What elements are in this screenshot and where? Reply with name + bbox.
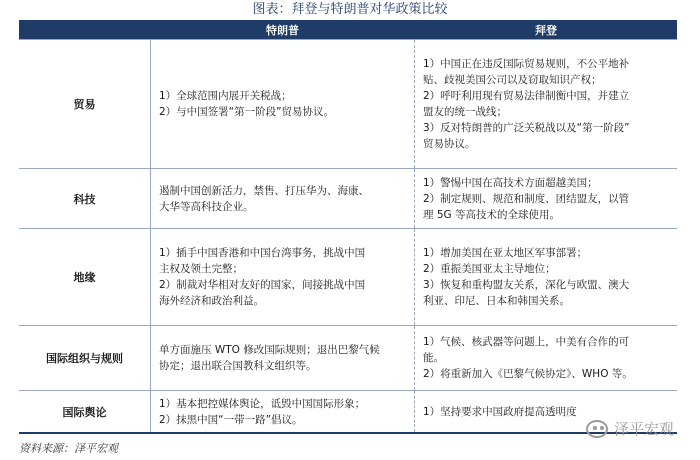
biden-public-opinion-line: 1）坚持要求中国政府提高透明度 xyxy=(423,405,577,418)
trump-tech-cell xyxy=(151,169,415,228)
figure-title: 图表：拜登与特朗普对华政策比较 xyxy=(252,2,448,17)
source-note: 资料来源：泽平宏观 xyxy=(19,442,118,455)
comparison-table xyxy=(19,20,677,434)
trump-trade-line: 1）全球范围内展开关税战； xyxy=(159,90,292,102)
biden-geopolitics-line: 1）增加美国在亚太地区军事部署； xyxy=(423,247,588,259)
trump-geopolitics-line: 2）制裁对华相对友好的国家，间接挑战中国 xyxy=(159,279,366,291)
row-label-international-org: 国际组织与规则 xyxy=(19,326,151,390)
biden-geopolitics-cell xyxy=(415,229,677,325)
biden-trade-cell xyxy=(415,40,677,168)
watermark-text: 泽平宏观 xyxy=(613,420,674,438)
trump-geopolitics-cell xyxy=(151,229,415,325)
row-label-geopolitics: 地缘 xyxy=(19,229,151,325)
header-category xyxy=(19,22,151,39)
row-label-trade: 贸易 xyxy=(19,40,151,168)
table-row-trade xyxy=(19,40,677,169)
biden-trade-line: 1）中国正在违反国际贸易规则，不公平地补 xyxy=(423,58,630,70)
biden-international-org-cell xyxy=(415,326,677,390)
trump-public-opinion-line: 1）基本把控媒体舆论，诋毁中国国际形象； xyxy=(159,397,366,410)
biden-tech-cell xyxy=(415,169,677,228)
biden-geopolitics-line: 利亚、印尼、日本和韩国关系。 xyxy=(423,295,570,307)
table-row-public-opinion xyxy=(19,391,677,432)
biden-geopolitics-line: 2）重振美国亚太主导地位； xyxy=(423,263,556,275)
biden-trade-line: 贴、歧视美国公司以及窃取知识产权； xyxy=(423,74,602,86)
biden-international-org-line: 能。 xyxy=(423,352,444,364)
trump-geopolitics-line: 1）插手中国香港和中国台湾事务，挑战中国 xyxy=(159,247,366,259)
table-header-row xyxy=(19,22,677,40)
biden-international-org-line: 1）气候、核武器等问题上，中美有合作的可 xyxy=(423,336,630,348)
trump-geopolitics-line: 主权及领土完整； xyxy=(159,263,243,275)
biden-tech-line: 理 5G 等高技术的全球使用。 xyxy=(423,208,560,221)
trump-tech-line: 遏制中国创新活力，禁售、打压华为、海康、 xyxy=(159,184,369,197)
trump-trade-line: 2）与中国签署“第一阶段”贸易协议。 xyxy=(159,106,335,118)
watermark xyxy=(586,418,674,439)
biden-tech-line: 1）警惕中国在高技术方面超越美国； xyxy=(423,176,598,189)
table-row-tech xyxy=(19,169,677,229)
biden-trade-line: 3）反对特朗普的广泛关税战以及“第一阶段” xyxy=(423,122,630,134)
trump-tech-line: 大华等高科技企业。 xyxy=(159,200,254,213)
biden-geopolitics-line: 3）恢复和重构盟友关系，深化与欧盟、澳大 xyxy=(423,279,630,291)
biden-trade-line: 贸易协议。 xyxy=(423,138,476,150)
table-row-international-org xyxy=(19,326,677,391)
header-trump: 特朗普 xyxy=(151,22,415,39)
header-biden: 拜登 xyxy=(535,24,557,37)
biden-international-org-line: 2）将重新加入《巴黎气候协定》、WHO 等。 xyxy=(423,368,633,380)
table-row-geopolitics xyxy=(19,229,677,326)
trump-geopolitics-line: 海外经济和政治利益。 xyxy=(159,295,264,307)
wechat-icon xyxy=(586,420,608,438)
trump-international-org-cell xyxy=(151,326,415,390)
biden-trade-line: 盟友的统一战线； xyxy=(423,106,507,118)
trump-public-opinion-cell xyxy=(151,391,415,432)
biden-tech-line: 2）制定规则、规范和制度、团结盟友，以管 xyxy=(423,192,630,205)
row-label-public-opinion: 国际舆论 xyxy=(19,391,151,432)
biden-trade-line: 2）呼吁利用现有贸易法律制衡中国，并建立 xyxy=(423,90,630,102)
trump-trade-cell xyxy=(151,40,415,168)
trump-international-org-line: 协定；退出联合国教科文组织等。 xyxy=(159,360,317,372)
row-label-tech: 科技 xyxy=(19,169,151,228)
trump-international-org-line: 单方面施压 WTO 修改国际规则；退出巴黎气候 xyxy=(159,344,380,356)
trump-public-opinion-line: 2）抹黑中国“一带一路”倡议。 xyxy=(159,413,303,426)
